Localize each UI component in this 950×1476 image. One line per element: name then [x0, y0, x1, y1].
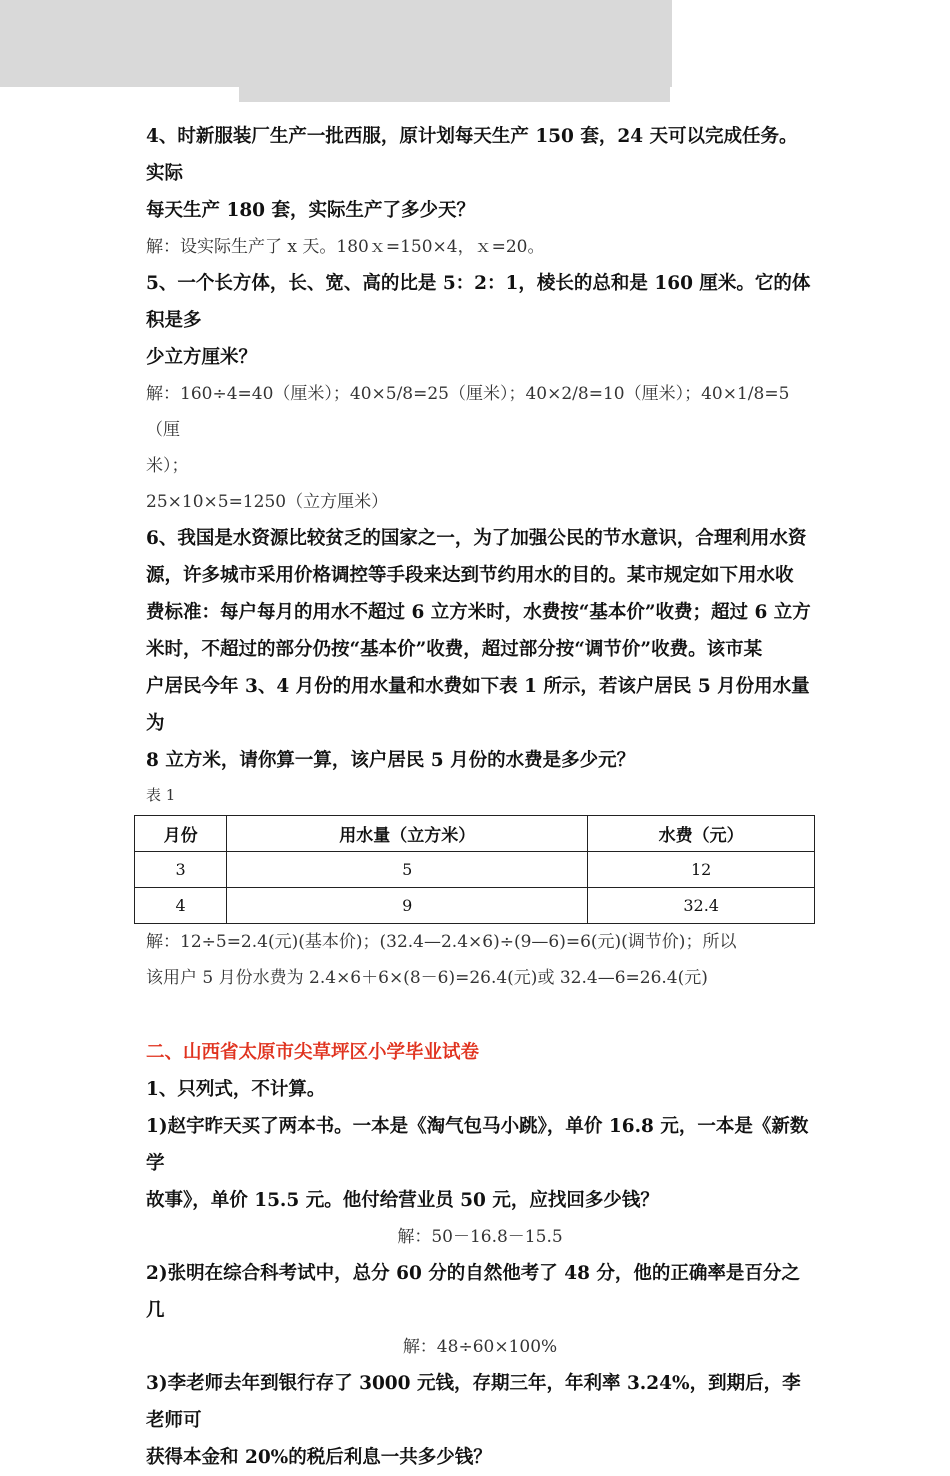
table-row	[135, 852, 815, 888]
section-spacer	[146, 996, 814, 1034]
table-cell: 3	[135, 852, 227, 888]
question-6-line6: 8 立方米，请你算一算，该户居民 5 月份的水费是多少元？	[146, 750, 636, 771]
question-5-answer-line2: 米）；	[146, 456, 189, 476]
problem-1-line2: 故事》，单价 15.5 元。他付给营业员 50 元，应找回多少钱？	[146, 1190, 659, 1211]
question-5-line1: 5、一个长方体，长、宽、高的比是 5：2：1，棱长的总和是 160 厘米。它的体积是多	[146, 273, 811, 331]
table-cell: 4	[135, 888, 227, 924]
question-4-answer: 解：设实际生产了 x 天。180ｘ=150×4，ｘ=20。	[146, 237, 545, 257]
question-6-answer-line1: 解：12÷5=2.4(元)(基本价)；(32.4—2.4×6)÷(9—6)=6(元)(调节价)；所以	[146, 932, 737, 952]
table-cell: 32.4	[588, 888, 815, 924]
table-header-cell: 水费（元）	[588, 816, 815, 852]
question-5-answer-line3: 25×10×5=1250（立方厘米）	[146, 492, 389, 512]
section-2-subheading: 1、只列式，不计算。	[146, 1079, 326, 1100]
question-6-line5: 户居民今年 3、4 月份的用水量和水费如下表 1 所示，若该户居民 5 月份用水量为	[146, 676, 810, 734]
question-6-line1: 6、我国是水资源比较贫乏的国家之一，为了加强公民的节水意识，合理利用水资	[146, 528, 807, 549]
question-5-line2: 少立方厘米？	[146, 347, 258, 368]
table-header-row	[135, 816, 815, 852]
problem-3-line1: 3)李老师去年到银行存了 3000 元钱，存期三年，年利率 3.24%，到期后，李老师可	[146, 1373, 801, 1431]
document-body	[146, 118, 814, 1476]
question-6-answer-line2: 该用户 5 月份水费为 2.4×6＋6×(8－6)=26.4(元)或 32.4—6=26.4(元)	[146, 968, 708, 988]
problem-2-answer: 解：48÷60×100%	[402, 1337, 558, 1357]
section-2-heading: 二、山西省太原市尖草坪区小学毕业试卷	[146, 1042, 480, 1063]
table-cell: 9	[227, 888, 588, 924]
question-4-line1: 4、时新服装厂生产一批西服，原计划每天生产 150 套，24 天可以完成任务。实际	[146, 126, 798, 184]
problem-3-line2: 获得本金和 20%的税后利息一共多少钱？	[146, 1447, 492, 1468]
question-5-answer-line1: 解：160÷4=40（厘米）；40×5/8=25（厘米）；40×2/8=10（厘米）；40×1/8=5（厘	[146, 384, 790, 440]
question-6-line2: 源，许多城市采用价格调控等手段来达到节约用水的目的。某市规定如下用水收	[146, 565, 794, 586]
redaction-block-lower	[239, 80, 670, 102]
table-header-cell: 月份	[135, 816, 227, 852]
redaction-block	[0, 0, 672, 87]
table-cell: 12	[588, 852, 815, 888]
problem-1-answer: 解：50－16.8－15.5	[397, 1227, 563, 1247]
table-caption: 表 1	[146, 786, 176, 804]
problem-2: 2)张明在综合科考试中，总分 60 分的自然他考了 48 分，他的正确率是百分之几	[146, 1263, 800, 1321]
question-4-line2: 每天生产 180 套，实际生产了多少天？	[146, 200, 475, 221]
table-header-cell: 用水量（立方米）	[227, 816, 588, 852]
question-6-line4: 米时，不超过的部分仍按“基本价”收费，超过部分按“调节价”收费。该市某	[146, 639, 763, 660]
water-usage-table	[134, 815, 815, 924]
table-cell: 5	[227, 852, 588, 888]
table-row	[135, 888, 815, 924]
question-6-line3: 费标准：每户每月的用水不超过 6 立方米时，水费按“基本价”收费；超过 6 立方	[146, 602, 811, 623]
problem-1-line1: 1)赵宇昨天买了两本书。一本是《淘气包马小跳》，单价 16.8 元，一本是《新数学	[146, 1116, 809, 1174]
